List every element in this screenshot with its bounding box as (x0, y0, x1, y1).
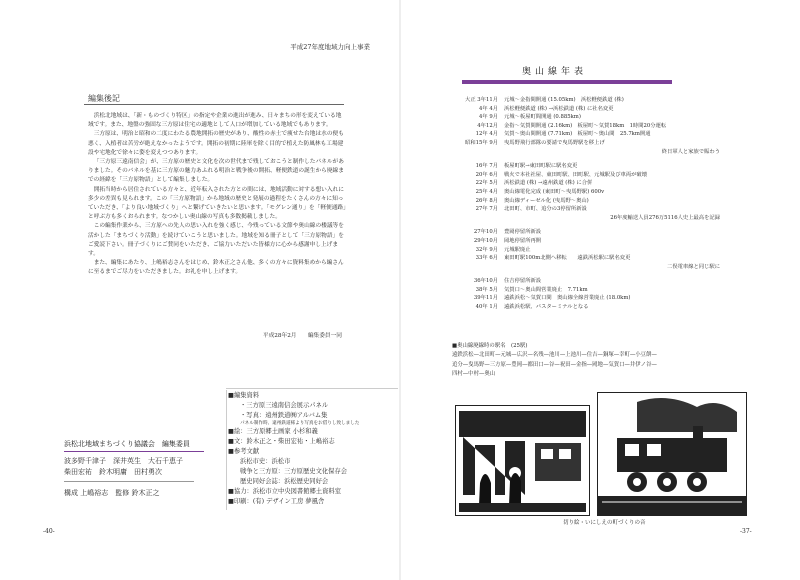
stations-line-1: 遠鉄浜松—北田町—元城—広沢—名残—池川—上池川—住吉—銅塚—幸町—小豆餅— (452, 352, 657, 359)
timeline-list (450, 96, 750, 312)
page-gutter (399, 0, 401, 580)
project-header: 平成27年度地域力向上事業 (290, 43, 370, 51)
paragraph-3: 「三方原三遠南信会」が、三方原の歴史と文化を次の世代まで残しておこうと制作したパネルがありました。そのパネルを基に三方原の魅力あふれる明治と戦争後の開拓、軽便鉄道の誕生から廃線までの経緯を「三方原物語」として編集しました。 (88, 159, 344, 184)
timeline-row (450, 113, 750, 122)
timeline-date: 27年 7月 (475, 206, 498, 213)
committee-title: 浜松北地域まちづくり協議会 編集委員 (64, 439, 204, 452)
timeline-date: 4年 9月 (478, 114, 498, 121)
title-rule (84, 104, 344, 105)
timeline-row (450, 96, 750, 105)
timeline-event: 奥山線電化完成 (東田町～曳馬野駅) 600v (504, 188, 605, 195)
timeline-event: 元城～板屋町間開通 (0.885km) (504, 114, 581, 121)
timeline-date: 26年 8月 (475, 197, 498, 204)
postscript-body (88, 112, 346, 278)
editor-postscript-title: 編集後記 (88, 94, 120, 103)
timeline-date: 20年 6月 (475, 171, 498, 178)
timeline-row (450, 139, 750, 148)
timeline-event: 住吉停留所新設 (504, 278, 542, 285)
timeline-event: 戦火で本社社屋、東田町駅、田町駅、元城駅及び車両が破壊 (504, 171, 648, 178)
timeline-event: 曳馬野飛行部隊の要請で曳馬野駅を移上げ (504, 139, 605, 146)
bibliography-1: 浜松市史：浜松市 (240, 458, 291, 465)
stations-line-3: 四村—中村—奥山 (452, 371, 496, 378)
stations-block (452, 342, 742, 380)
art-caption: 切り絵・いにしえの町づくりの音 (563, 520, 646, 526)
stations-heading: ■奥山線廃線時の駅名 (25駅) (452, 343, 528, 349)
members-line-2: 柴田宏祐 鈴木明庸 田村勇次 (64, 468, 162, 476)
page-number-right: -37- (740, 528, 752, 535)
committee-box (64, 439, 204, 498)
timeline-header-underline (462, 80, 672, 84)
timeline-row (450, 303, 750, 312)
editing-materials-label: ■編集資料 (228, 392, 260, 399)
timeline-event: 東田町駅100m北側へ移転 遠鉄浜松駅に駅名変更 (504, 255, 631, 262)
paragraph-1: 浜松北地域は、「新・ものづくり特区」の指定や企業の進出が進み、日々まちの形を変えている地域です。また、地盤の強固な三方原は住宅の適地として人口が増加している地域でもあります。 (88, 113, 342, 129)
timeline-date: 昭和15年 9月 (465, 139, 498, 146)
paragraph-2: 三方原は、明治と昭和の二度にわたる農地開拓の歴史があり、酸性の赤土で痩せた台地は水の便も悪く、入植者は苦労が絶えなかったようです。開拓の初期に陸軍を除く目的で植えた防風林も工場建設や宅地化で徐々に姿を変えつつあります。 (88, 131, 344, 156)
bibliography-3: 歴史同好会誌：浜松歴史同好会 (240, 478, 329, 485)
timeline-date: 33年 6月 (475, 255, 498, 262)
timeline-date: 22年 5月 (475, 180, 498, 187)
timeline-event: 岡地停留所再開 (504, 237, 542, 244)
timeline-row (450, 171, 750, 180)
timeline-date: 40年 1月 (475, 304, 498, 311)
ref-item-2-note: パネル制作時、遠州鉄道様より写真をお借りし致しました (240, 421, 360, 426)
stations-line-2: 追分—曳馬野—三方原—豊岡—都田口—谷—祝田—金指—岡地—気賀口—井伊ノ谷— (452, 361, 657, 368)
timeline-row (450, 237, 750, 246)
timeline-event: 豊岡停留所新設 (504, 229, 542, 236)
cover-art-credit: ■絵：三方原郷土画家 小杉和義 (228, 428, 318, 435)
timeline-title: 奥山線年表 (522, 67, 588, 77)
timeline-date: 39年11月 (473, 295, 498, 302)
timeline-note: 二俣電車線と同じ駅に (667, 263, 720, 270)
timeline-date: 32年 9月 (475, 246, 498, 253)
timeline-note: 終日軍人と家族で賑わう (661, 148, 720, 155)
refs-top-rule (226, 388, 398, 389)
bibliography-label: ■参考文献 (228, 448, 260, 455)
timeline-event: 気賀～奥山間開通 (7.71km) 板屋町～奥山間 25.7km開通 (504, 131, 651, 138)
timeline-row (450, 205, 750, 214)
ref-item-2: ・写真：遠州鉄道㈱アルバム集 (240, 412, 328, 419)
committee-divider (64, 481, 194, 482)
page-number-left: -40- (43, 528, 55, 535)
timeline-date: 29年10月 (473, 237, 498, 244)
timeline-row (450, 130, 750, 139)
committee-footer: 構成 上嶋裕志 監修 鈴木正之 (64, 489, 160, 497)
timeline-event: 元城駅廃止 (504, 246, 531, 253)
timeline-row (450, 179, 750, 188)
timeline-row (450, 197, 750, 206)
timeline-date: 25年 4月 (475, 188, 498, 195)
timeline-event: 元城～金指間開通 (15.05km) 浜松軽便鉄道 (株) (504, 97, 624, 103)
members-line-1: 波多野千津子 深井英生 大石千恵子 (64, 457, 183, 465)
timeline-row (450, 294, 750, 303)
papercut-art-right (597, 392, 747, 516)
cooperation-credit: ■協力：浜松市立中央図書館郷土資料室 (228, 488, 341, 495)
refs-left-rule (226, 390, 227, 510)
paragraph-4: 開拓当時から居住されている方々と、近年転入された方との間には、地域活動に対する想い入れに多少の差異も見られます。この「三方原物語」から地域の歴史と発展の過程をたくさんの方々に知っていただき、「より良い地域づくり」へと繋げていきたいと思います。「モグレン通り」を「軽便通路」と呼ぶ方も多くおられます。なつかしい奥山線の写真も多数掲載しました。 (88, 186, 346, 221)
timeline-event: 浜松鉄道 (株) →遠州鉄道 (株) に合併 (504, 180, 593, 187)
timeline-row (450, 228, 750, 237)
printing-credit: ■印刷：(有) デザイン工房 夢風舎 (228, 498, 325, 505)
timeline-date: 4年 4月 (478, 105, 498, 112)
timeline-row (450, 162, 750, 171)
timeline-date: 27年10月 (473, 229, 498, 236)
timeline-date: 大正 3年11月 (465, 97, 498, 103)
timeline-row (450, 286, 750, 295)
committee-members (64, 456, 204, 478)
timeline-row (450, 254, 750, 263)
timeline-date: 4年12月 (477, 122, 498, 129)
timeline-row (450, 246, 750, 255)
bibliography-2: 戦争と三方原：三方原歴史文化保存会 (240, 468, 348, 475)
timeline-date: 36年10月 (473, 278, 498, 285)
timeline-note: 26年度輸送人員276万5116人史上最高を記録 (610, 214, 720, 221)
papercut-art-left (455, 405, 590, 516)
timeline-row (450, 122, 750, 131)
ref-item-1: ・三方原三遠南信会展示パネル (240, 402, 329, 409)
timeline-event: 板屋町駅→東田町駅に駅名変更 (504, 163, 578, 170)
timeline-event: 金指～気賀間開通 (2.16km) 板屋町～気賀18km 1時間20分運転 (504, 122, 667, 129)
timeline-event: 奥山線ディーゼル化 (曳馬野～奥山) (504, 197, 589, 204)
timeline-date: 16年 7月 (475, 163, 498, 170)
timeline-event: 遠鉄浜松～気賀口間 奥山線全線営業廃止 (18.0km) (504, 295, 631, 302)
timeline-date: 12年 4月 (475, 131, 498, 138)
paragraph-6: また、編集にあたり、上嶋裕志さんをはじめ、鈴木正之さん他、多くの方々に資料集めから編さんに至るまでご尽力をいただきました。お礼を申し上げます。 (88, 260, 344, 276)
timeline-row (450, 105, 750, 114)
timeline-date: 38年 5月 (475, 286, 498, 293)
timeline-row (450, 188, 750, 197)
timeline-event: 遠鉄浜松駅、バスターミナルとなる (504, 304, 589, 311)
references-block (228, 391, 398, 507)
timeline-row (450, 277, 750, 286)
timeline-header (462, 60, 672, 84)
text-credit: ■文：鈴木正之・柴田宏祐・上嶋裕志 (228, 438, 335, 445)
timeline-event: 北田町、市町、追分の3停留所新設 (504, 206, 587, 213)
timeline-event: 浜松軽便鉄道 (株) →浜松鉄道 (株) に社名変更 (504, 105, 614, 112)
signoff: 平成28年2月 編集委員一同 (262, 333, 342, 339)
paragraph-5: この編集作業から、三方原への先人の思い入れを強く感じ、今残っている文節や奥山線の楼議等を活かした「まちづくり活動」を続けていこうと思いました。地域を知る冊子として「三方原物語」をご愛読下さい。冊子づくりにご賛同をいただき、ご協力いただいた皆様方に心から感謝申し上げます。 (88, 223, 344, 258)
timeline-event: 気賀口～奥山間営業廃止 7.71km (504, 286, 588, 293)
